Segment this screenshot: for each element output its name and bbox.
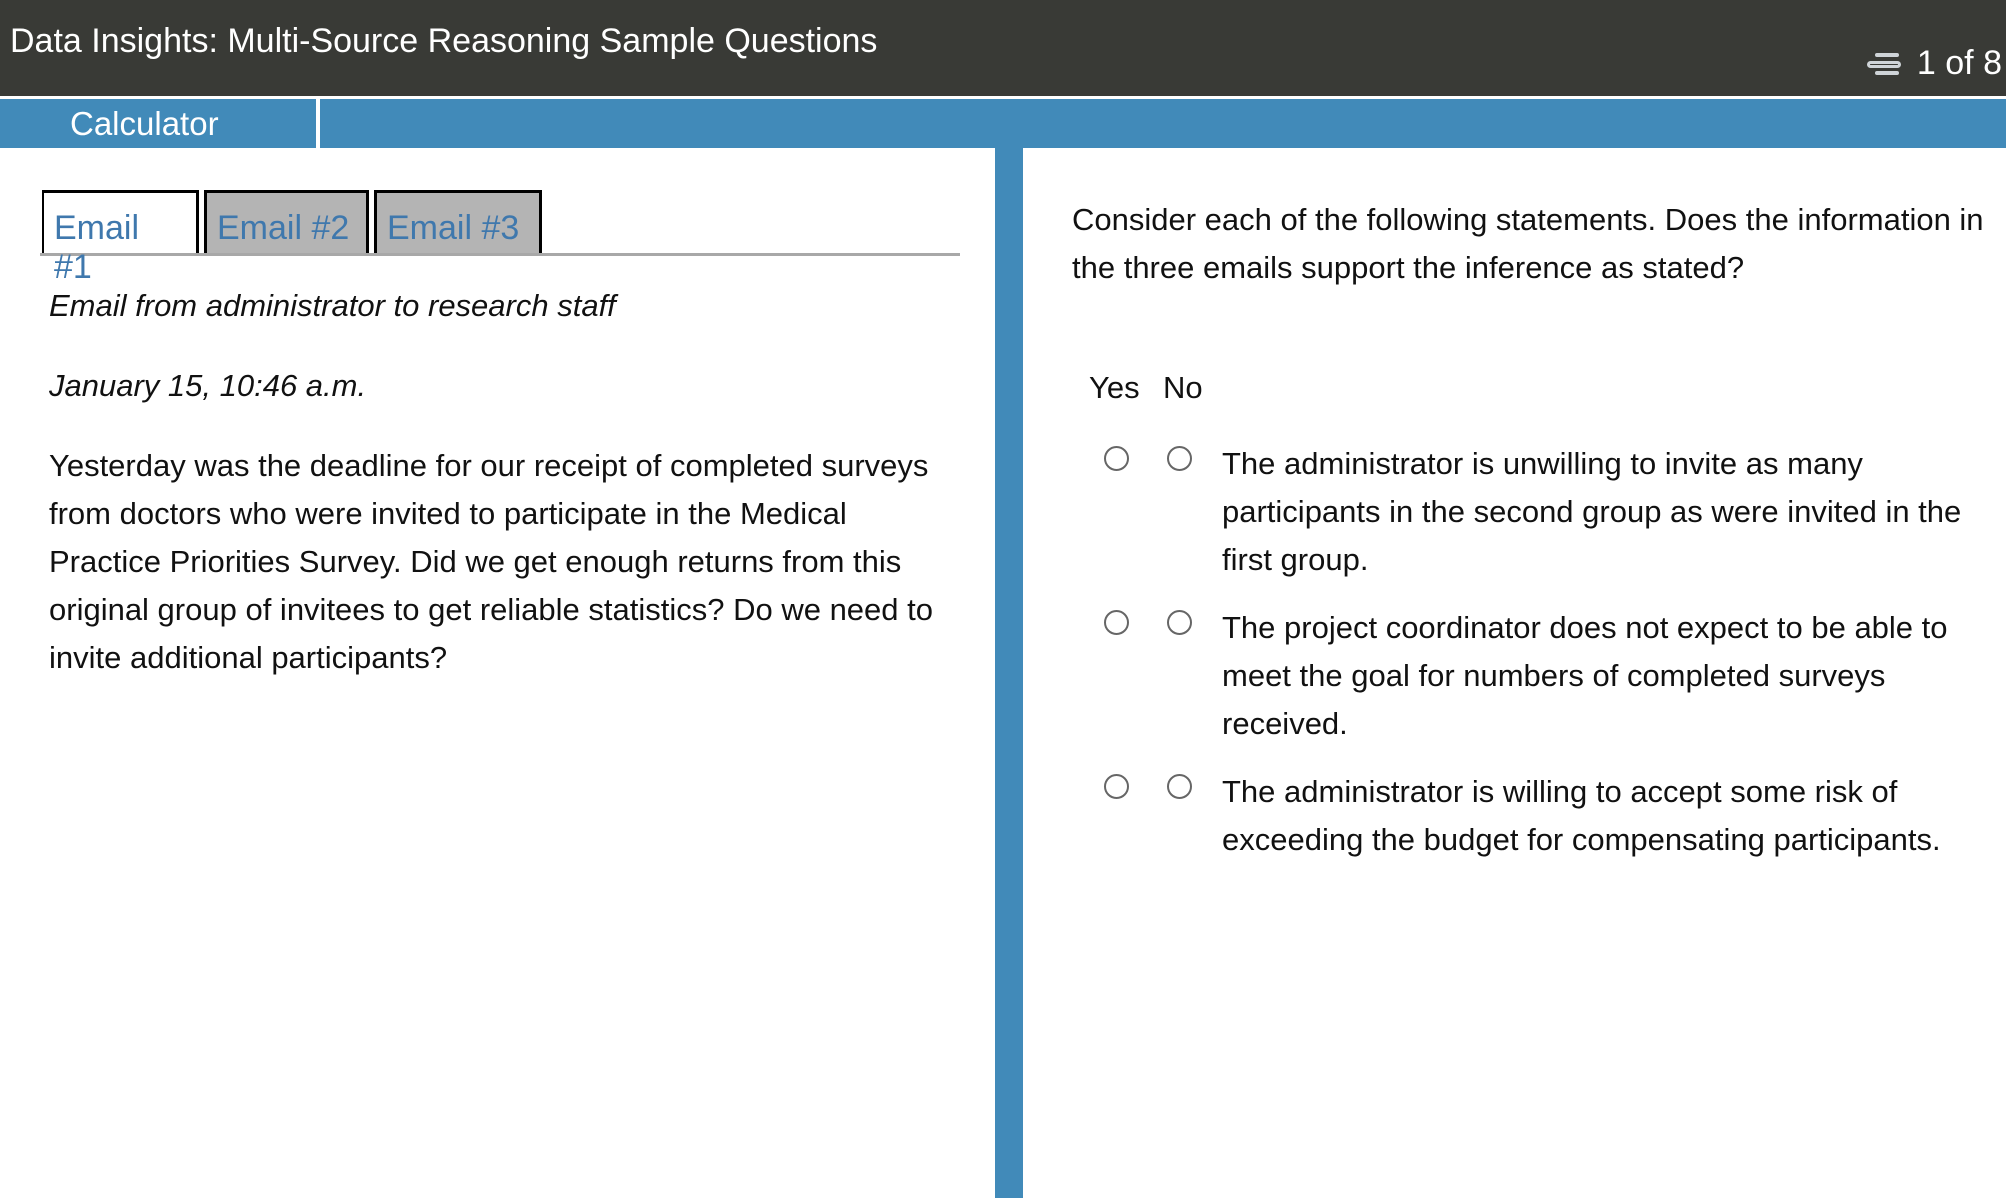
statement-text: The administrator is willing to accept some risk of exceeding the budget for compensating participants. [1222,774,1941,857]
email-body: Yesterday was the deadline for our receipt of completed surveys from doctors who were invited to participate in the Medical Practice Priorities Survey. Did we get enough returns from this original group of invitees to get reliable statistics? Do we need to invite additional participants? [49,448,933,675]
panel-divider[interactable] [995,148,1023,1198]
email-tabs [40,190,960,286]
header-bar [0,0,2006,96]
statement-text: The administrator is unwilling to invite as many participants in the second group as were invited in the first group. [1222,446,1962,577]
no-radio[interactable] [1167,446,1192,471]
source-panel [0,148,995,1198]
toolbar [0,99,2006,148]
no-radio[interactable] [1167,610,1192,635]
page-title: Data Insights: Multi-Source Reasoning Sample Questions [10,22,878,60]
calculator-button[interactable]: Calculator [0,99,320,148]
yes-radio[interactable] [1104,610,1129,635]
question-panel [1023,148,2006,1198]
email-heading: Email from administrator to research staff [49,288,616,323]
statement-text: The project coordinator does not expect to be able to meet the goal for numbers of completed surveys received. [1222,610,1948,741]
no-column-header: No [1163,370,1203,405]
tab-email-2[interactable]: Email #2 [204,190,369,253]
no-radio[interactable] [1167,774,1192,799]
counter-text: 1 of 8 [1916,44,2002,82]
tab-email-3[interactable]: Email #3 [374,190,542,253]
question-prompt: Consider each of the following statements. Does the information in the three emails support the inference as stated? [1072,202,1984,285]
tab-email-1[interactable]: Email #1 [42,190,199,253]
yes-radio[interactable] [1104,446,1129,471]
email-date: January 15, 10:46 a.m. [49,368,367,403]
yes-column-header: Yes [1089,370,1140,405]
question-counter [1867,44,2002,83]
paperclip-icon [1867,51,1903,77]
yes-radio[interactable] [1104,774,1129,799]
